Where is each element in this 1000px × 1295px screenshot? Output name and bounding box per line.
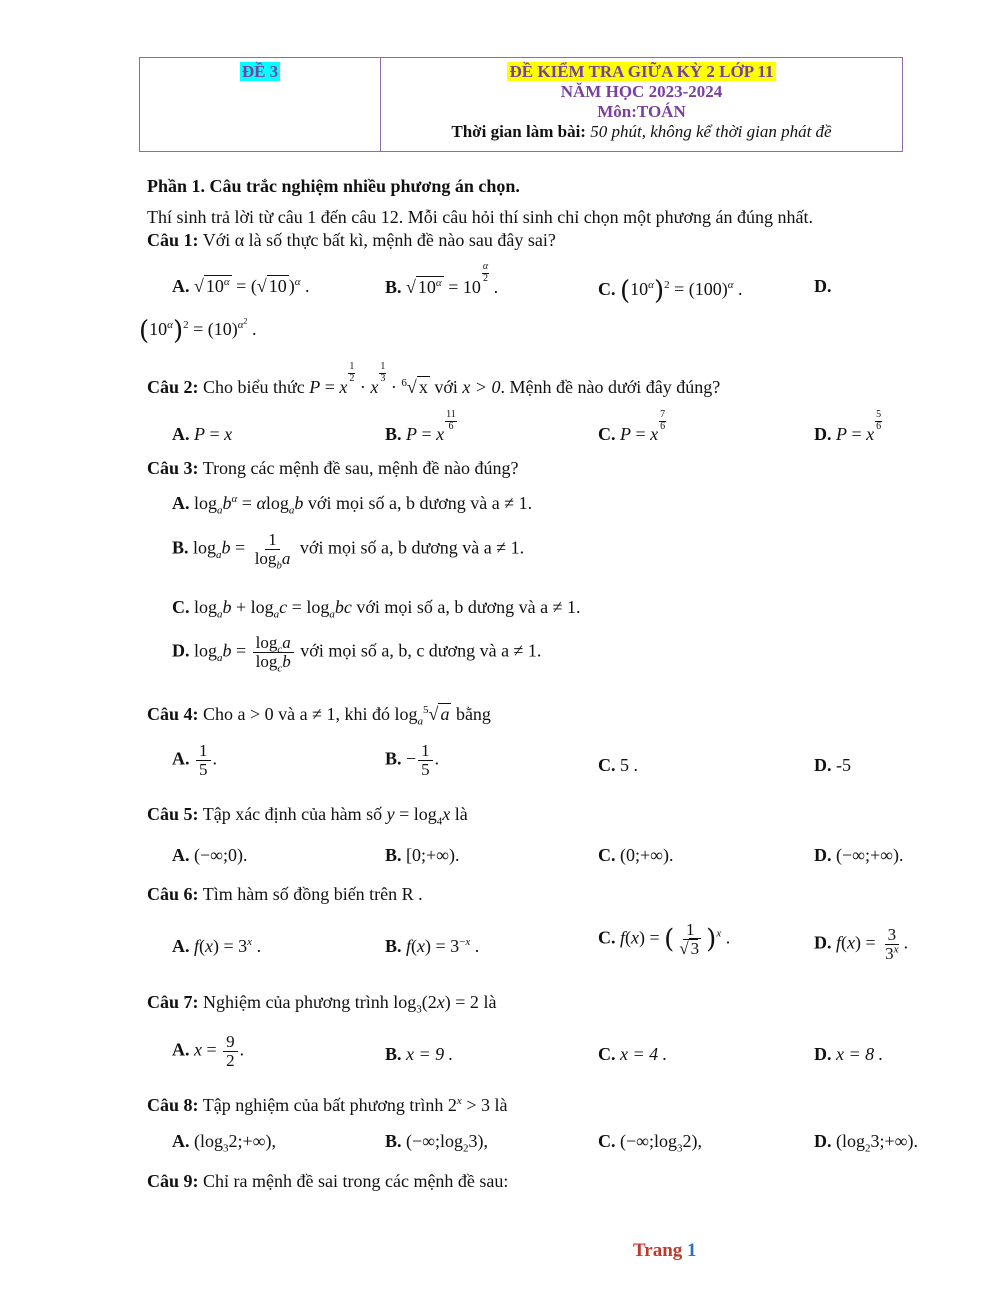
question-label: Câu 7: <box>147 992 199 1012</box>
option-label: B. <box>172 537 189 558</box>
page-footer <box>633 1240 697 1262</box>
question-9 <box>147 1171 508 1192</box>
option-label: B. <box>385 424 402 444</box>
option-label: C. <box>598 279 616 300</box>
question-label: Câu 9: <box>147 1171 199 1191</box>
option-label: B. <box>385 748 402 769</box>
question-text: Với α là số thực bất kì, mệnh đề nào sau đây sai? <box>202 230 556 250</box>
q2-option-a[interactable]: A. P = x <box>172 424 233 444</box>
question-text-post: là <box>494 1095 508 1115</box>
option-label: D. <box>814 845 832 865</box>
option-label: D. <box>814 276 832 296</box>
option-label: C. <box>598 845 616 865</box>
q6-option-c[interactable]: C. f(x) = ( $\frac{1}{√ 3}$ )$^x$ . <box>598 920 731 958</box>
q4-option-b[interactable]: B. − $\frac{1}{5}$ . <box>385 741 440 779</box>
q8-option-c[interactable]: C. $(-\infty;\log_32)$, <box>598 1131 702 1155</box>
question-6 <box>147 884 423 905</box>
option-label: C. <box>598 755 616 775</box>
option-label: C. <box>598 927 616 948</box>
option-label: D. <box>814 755 832 775</box>
question-text-mid: với <box>434 377 458 397</box>
question-text-post: là <box>483 992 497 1012</box>
question-text-post: bằng <box>455 704 491 724</box>
option-value: x = 8 . <box>836 1044 884 1064</box>
question-label: Câu 4: <box>147 704 199 724</box>
option-label: B. <box>385 1131 402 1151</box>
q6-option-d[interactable]: D. f(x) = $\frac{3}{3^x}$ . <box>814 925 909 963</box>
question-label: Câu 3: <box>147 458 199 478</box>
option-label: D. <box>814 424 832 444</box>
section-instruction: Thí sinh trả lời từ câu 1 đến câu 12. Mỗi câu hỏi thí sinh chỉ chọn một phương án đúng nhất. <box>147 207 813 227</box>
subject: Môn:TOÁN <box>597 102 686 121</box>
q6-option-b[interactable]: B. $f(x) = 3^{-x}$ . <box>385 936 480 956</box>
option-label: A. <box>172 276 190 296</box>
question-2: Câu 2: Cho biểu thức P = x $\frac{1}{2}$ · x $\frac{1}{3}$ · $^6$√ x với x > 0. Mệnh đề nào dưới đây đúng? <box>147 361 721 397</box>
question-1 <box>147 230 556 251</box>
option-tail: với mọi số a, b dương và a ≠ 1. <box>299 537 525 558</box>
option-label: C. <box>172 597 190 617</box>
q2-option-b[interactable]: B. P = x $\frac{11}{6}$ <box>385 409 456 444</box>
footer-word: Trang <box>633 1240 683 1261</box>
q3-option-a[interactable]: A. $\log_ab^\alpha = \alpha\log_ab$ với mọi số a, b dương và a ≠ 1. <box>172 493 533 517</box>
question-text: Tập nghiệm của bất phương trình <box>202 1095 444 1115</box>
q1-option-a[interactable]: A. √ $10^\alpha$ = (√ 10 )$^\alpha$ . <box>172 276 310 296</box>
question-text-post: . Mệnh đề nào dưới đây đúng? <box>500 377 721 397</box>
question-text: Cho a > 0 và a ≠ 1, khi đó <box>203 704 391 724</box>
q5-option-a[interactable] <box>172 845 247 866</box>
option-tail: với mọi số a, b dương và a ≠ 1. <box>356 597 581 617</box>
q1-option-c[interactable]: C. $(10^\alpha)^2 = (100)^\alpha$ . <box>598 276 743 306</box>
question-3 <box>147 458 518 479</box>
question-label: Câu 1: <box>147 230 199 250</box>
option-label: A. <box>172 493 190 513</box>
question-label: Câu 8: <box>147 1095 199 1115</box>
section-title: Phần 1. Câu trắc nghiệm nhiều phương án chọn. <box>147 176 520 196</box>
option-label: B. <box>385 845 402 865</box>
q7-option-d[interactable] <box>814 1044 883 1065</box>
option-value: 5 . <box>620 755 638 775</box>
question-text: Tập xác định của hàm số <box>202 804 383 824</box>
q5-option-c[interactable] <box>598 845 673 866</box>
option-tail: với mọi số a, b dương và a ≠ 1. <box>307 493 533 513</box>
option-value: x = 9 . <box>406 1044 454 1064</box>
option-value: [0;+∞). <box>406 845 460 865</box>
q4-option-d[interactable] <box>814 755 851 776</box>
header-right-cell <box>381 58 902 151</box>
q4-option-a[interactable]: A. $\frac{1}{5}$ . <box>172 741 217 779</box>
page-number: 1 <box>687 1240 697 1261</box>
option-value: (0;+∞). <box>620 845 674 865</box>
q8-option-d[interactable]: D. $(\log_23;+\infty)$. <box>814 1131 918 1155</box>
option-value: x = 4 . <box>620 1044 668 1064</box>
q7-option-b[interactable] <box>385 1044 453 1065</box>
exam-title: ĐỀ KIỂM TRA GIỮA KỲ 2 LỚP 11 <box>509 62 774 81</box>
q7-option-c[interactable] <box>598 1044 667 1065</box>
question-label: Câu 5: <box>147 804 199 824</box>
q4-option-c[interactable] <box>598 755 638 776</box>
q1-option-d-formula: $(10^\alpha)^2 = (10)^{\alpha^2}$ . <box>139 316 257 346</box>
q8-option-a[interactable]: A. $(\log_32;+\infty)$, <box>172 1131 276 1155</box>
option-value: (−∞;+∞). <box>836 845 904 865</box>
q5-option-d[interactable] <box>814 845 903 866</box>
q3-option-c[interactable]: C. $\log_ab + \log_ac = \log_abc$ với mọi số a, b dương và a ≠ 1. <box>172 597 581 621</box>
option-label: C. <box>598 424 616 444</box>
q2-option-c[interactable]: C. P = x $\frac{7}{6}$ <box>598 409 666 444</box>
option-label: C. <box>598 1044 616 1064</box>
q5-option-b[interactable] <box>385 845 460 866</box>
time-label: Thời gian làm bài: <box>451 122 586 141</box>
option-label: D. <box>814 1131 832 1151</box>
exam-code: ĐỀ 3 <box>241 62 279 81</box>
option-label: A. <box>172 424 190 444</box>
question-7: Câu 7: Nghiệm của phương trình $\log_3(2x) = 2$ là <box>147 992 497 1016</box>
option-label: D. <box>172 640 190 661</box>
q1-option-d[interactable] <box>814 276 832 297</box>
option-value: -5 <box>836 755 851 775</box>
question-text: Trong các mệnh đề sau, mệnh đề nào đúng? <box>202 458 519 478</box>
question-text: Nghiệm của phương trình <box>203 992 389 1012</box>
school-year: NĂM HỌC 2023-2024 <box>560 82 723 101</box>
option-label: A. <box>172 1131 190 1151</box>
question-label: Câu 6: <box>147 884 199 904</box>
question-text: Cho biểu thức <box>203 377 305 397</box>
option-label: B. <box>385 936 402 956</box>
question-text-post: là <box>454 804 468 824</box>
option-label: A. <box>172 936 190 956</box>
header-table <box>139 57 903 152</box>
option-label: B. <box>385 277 402 297</box>
option-label: B. <box>385 1044 402 1064</box>
question-8: Câu 8: Tập nghiệm của bất phương trình $2^x > 3$ là <box>147 1095 508 1115</box>
q3-option-b[interactable]: B. $\log_ab$ = $\frac{1}{\log_ba}$ với mọi số a, b dương và a ≠ 1. <box>172 530 525 572</box>
header-left-cell <box>140 58 381 151</box>
question-text: Tìm hàm số đồng biến trên R . <box>202 884 423 904</box>
option-value: (−∞;0). <box>194 845 248 865</box>
q8-option-b[interactable]: B. $(-\infty;\log_23)$, <box>385 1131 488 1155</box>
option-label: A. <box>172 845 190 865</box>
question-condition: x > 0 <box>462 377 501 397</box>
question-5: Câu 5: Tập xác định của hàm số $y = \log_4x$ là <box>147 804 468 828</box>
option-label: A. <box>172 748 190 769</box>
option-label: D. <box>814 1044 832 1064</box>
option-tail: với mọi số a, b, c dương và a ≠ 1. <box>300 640 542 661</box>
option-label: C. <box>598 1131 616 1151</box>
option-label: D. <box>814 932 832 953</box>
question-label: Câu 2: <box>147 377 199 397</box>
q6-option-a[interactable]: A. $f(x) = 3^x$ . <box>172 936 262 956</box>
q1-option-b[interactable]: B. √ $10^\alpha = 10$ $\frac{\alpha}{2}$ . <box>385 261 499 297</box>
question-text: Chỉ ra mệnh đề sai trong các mệnh đề sau: <box>203 1171 509 1191</box>
option-label: A. <box>172 1039 190 1060</box>
q2-option-d[interactable]: D. P = x $\frac{5}{6}$ <box>814 409 882 444</box>
q7-option-a[interactable]: A. x = $\frac{9}{2}$ . <box>172 1032 245 1070</box>
time-value: 50 phút, không kể thời gian phát đề <box>590 122 832 141</box>
question-4: Câu 4: Cho a > 0 và a ≠ 1, khi đó $\log_a^5√$ a bằng <box>147 704 491 728</box>
q3-option-d[interactable]: D. $\log_ab$ = $\frac{\log_ca}{\log_cb}$ với mọi số a, b, c dương và a ≠ 1. <box>172 633 542 675</box>
